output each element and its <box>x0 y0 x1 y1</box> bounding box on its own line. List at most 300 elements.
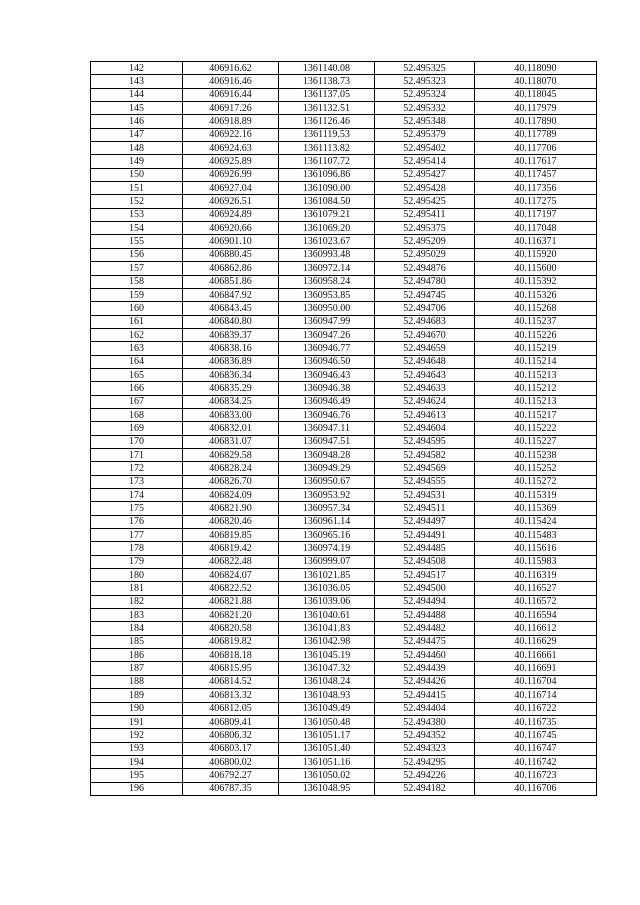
table-row <box>91 248 597 261</box>
y-coordinate-cell: 1361036.05 <box>279 582 375 595</box>
y-coordinate-cell: 1360972.14 <box>279 262 375 275</box>
table-row <box>91 609 597 622</box>
y-coordinate-cell: 1360946.38 <box>279 382 375 395</box>
longitude-cell: 40.116691 <box>475 662 597 675</box>
point-number-cell: 193 <box>91 742 183 755</box>
x-coordinate-cell: 406922.16 <box>183 128 279 141</box>
x-coordinate-cell: 406831.07 <box>183 435 279 448</box>
y-coordinate-cell: 1361084.50 <box>279 195 375 208</box>
x-coordinate-cell: 406862.86 <box>183 262 279 275</box>
y-coordinate-cell: 1361113.82 <box>279 142 375 155</box>
latitude-cell: 52.494517 <box>375 569 475 582</box>
y-coordinate-cell: 1361050.48 <box>279 715 375 728</box>
longitude-cell: 40.118090 <box>475 62 597 75</box>
table-row <box>91 689 597 702</box>
longitude-cell: 40.115238 <box>475 448 597 461</box>
table-row <box>91 395 597 408</box>
x-coordinate-cell: 406809.41 <box>183 715 279 728</box>
latitude-cell: 52.494491 <box>375 529 475 542</box>
y-coordinate-cell: 1361048.24 <box>279 675 375 688</box>
table-row <box>91 422 597 435</box>
y-coordinate-cell: 1360948.28 <box>279 448 375 461</box>
x-coordinate-cell: 406832.01 <box>183 422 279 435</box>
latitude-cell: 52.494531 <box>375 489 475 502</box>
latitude-cell: 52.495324 <box>375 88 475 101</box>
x-coordinate-cell: 406824.09 <box>183 489 279 502</box>
longitude-cell: 40.116371 <box>475 235 597 248</box>
latitude-cell: 52.494706 <box>375 302 475 315</box>
point-number-cell: 161 <box>91 315 183 328</box>
latitude-cell: 52.494582 <box>375 448 475 461</box>
point-number-cell: 190 <box>91 702 183 715</box>
y-coordinate-cell: 1360953.85 <box>279 288 375 301</box>
x-coordinate-cell: 406833.00 <box>183 408 279 421</box>
y-coordinate-cell: 1360946.76 <box>279 408 375 421</box>
table-row <box>91 489 597 502</box>
y-coordinate-cell: 1361051.40 <box>279 742 375 755</box>
latitude-cell: 52.495375 <box>375 222 475 235</box>
longitude-cell: 40.115222 <box>475 422 597 435</box>
latitude-cell: 52.495029 <box>375 248 475 261</box>
x-coordinate-cell: 406834.25 <box>183 395 279 408</box>
table-row <box>91 502 597 515</box>
latitude-cell: 52.494439 <box>375 662 475 675</box>
x-coordinate-cell: 406836.34 <box>183 368 279 381</box>
table-row <box>91 368 597 381</box>
y-coordinate-cell: 1360947.11 <box>279 422 375 435</box>
longitude-cell: 40.115272 <box>475 475 597 488</box>
longitude-cell: 40.115213 <box>475 368 597 381</box>
latitude-cell: 52.494659 <box>375 342 475 355</box>
y-coordinate-cell: 1361048.93 <box>279 689 375 702</box>
table-row <box>91 622 597 635</box>
x-coordinate-cell: 406800.02 <box>183 755 279 768</box>
x-coordinate-cell: 406813.32 <box>183 689 279 702</box>
table-row <box>91 435 597 448</box>
longitude-cell: 40.115227 <box>475 435 597 448</box>
longitude-cell: 40.115483 <box>475 529 597 542</box>
table-row <box>91 275 597 288</box>
x-coordinate-cell: 406840.80 <box>183 315 279 328</box>
point-number-cell: 151 <box>91 182 183 195</box>
latitude-cell: 52.494613 <box>375 408 475 421</box>
latitude-cell: 52.494500 <box>375 582 475 595</box>
table-row <box>91 755 597 768</box>
y-coordinate-cell: 1361041.83 <box>279 622 375 635</box>
x-coordinate-cell: 406812.05 <box>183 702 279 715</box>
table-row <box>91 168 597 181</box>
y-coordinate-cell: 1360974.19 <box>279 542 375 555</box>
longitude-cell: 40.116706 <box>475 782 597 795</box>
y-coordinate-cell: 1360946.77 <box>279 342 375 355</box>
point-number-cell: 148 <box>91 142 183 155</box>
y-coordinate-cell: 1360947.26 <box>279 328 375 341</box>
table-row <box>91 382 597 395</box>
table-row <box>91 448 597 461</box>
point-number-cell: 177 <box>91 529 183 542</box>
table-row <box>91 302 597 315</box>
x-coordinate-cell: 406926.51 <box>183 195 279 208</box>
latitude-cell: 52.495427 <box>375 168 475 181</box>
latitude-cell: 52.494569 <box>375 462 475 475</box>
y-coordinate-cell: 1361126.46 <box>279 115 375 128</box>
point-number-cell: 162 <box>91 328 183 341</box>
table-row <box>91 715 597 728</box>
table-row <box>91 328 597 341</box>
x-coordinate-cell: 406836.89 <box>183 355 279 368</box>
longitude-cell: 40.117197 <box>475 208 597 221</box>
longitude-cell: 40.115237 <box>475 315 597 328</box>
latitude-cell: 52.495332 <box>375 102 475 115</box>
y-coordinate-cell: 1360947.51 <box>279 435 375 448</box>
latitude-cell: 52.495428 <box>375 182 475 195</box>
y-coordinate-cell: 1361048.95 <box>279 782 375 795</box>
point-number-cell: 192 <box>91 729 183 742</box>
x-coordinate-cell: 406916.44 <box>183 88 279 101</box>
table-row <box>91 195 597 208</box>
x-coordinate-cell: 406920.66 <box>183 222 279 235</box>
table-row <box>91 182 597 195</box>
y-coordinate-cell: 1360946.43 <box>279 368 375 381</box>
x-coordinate-cell: 406822.52 <box>183 582 279 595</box>
table-row <box>91 342 597 355</box>
y-coordinate-cell: 1361021.85 <box>279 569 375 582</box>
longitude-cell: 40.115212 <box>475 382 597 395</box>
latitude-cell: 52.494508 <box>375 555 475 568</box>
latitude-cell: 52.494624 <box>375 395 475 408</box>
table-row <box>91 742 597 755</box>
table-row <box>91 355 597 368</box>
latitude-cell: 52.494745 <box>375 288 475 301</box>
longitude-cell: 40.116612 <box>475 622 597 635</box>
latitude-cell: 52.495325 <box>375 62 475 75</box>
latitude-cell: 52.494604 <box>375 422 475 435</box>
table-row <box>91 75 597 88</box>
table-row <box>91 475 597 488</box>
latitude-cell: 52.494295 <box>375 755 475 768</box>
x-coordinate-cell: 406821.88 <box>183 595 279 608</box>
point-number-cell: 167 <box>91 395 183 408</box>
y-coordinate-cell: 1361079.21 <box>279 208 375 221</box>
table-row <box>91 315 597 328</box>
latitude-cell: 52.494648 <box>375 355 475 368</box>
latitude-cell: 52.494511 <box>375 502 475 515</box>
point-number-cell: 142 <box>91 62 183 75</box>
x-coordinate-cell: 406916.62 <box>183 62 279 75</box>
latitude-cell: 52.494683 <box>375 315 475 328</box>
latitude-cell: 52.494426 <box>375 675 475 688</box>
latitude-cell: 52.494643 <box>375 368 475 381</box>
latitude-cell: 52.494380 <box>375 715 475 728</box>
y-coordinate-cell: 1361132.51 <box>279 102 375 115</box>
y-coordinate-cell: 1361047.32 <box>279 662 375 675</box>
point-number-cell: 143 <box>91 75 183 88</box>
longitude-cell: 40.115217 <box>475 408 597 421</box>
point-number-cell: 155 <box>91 235 183 248</box>
latitude-cell: 52.495323 <box>375 75 475 88</box>
table-row <box>91 115 597 128</box>
latitude-cell: 52.494670 <box>375 328 475 341</box>
longitude-cell: 40.115600 <box>475 262 597 275</box>
x-coordinate-cell: 406924.63 <box>183 142 279 155</box>
point-number-cell: 174 <box>91 489 183 502</box>
point-number-cell: 170 <box>91 435 183 448</box>
x-coordinate-cell: 406880.45 <box>183 248 279 261</box>
point-number-cell: 188 <box>91 675 183 688</box>
x-coordinate-cell: 406826.70 <box>183 475 279 488</box>
point-number-cell: 152 <box>91 195 183 208</box>
point-number-cell: 172 <box>91 462 183 475</box>
point-number-cell: 153 <box>91 208 183 221</box>
y-coordinate-cell: 1361107.72 <box>279 155 375 168</box>
latitude-cell: 52.495348 <box>375 115 475 128</box>
point-number-cell: 175 <box>91 502 183 515</box>
x-coordinate-cell: 406819.42 <box>183 542 279 555</box>
y-coordinate-cell: 1361023.67 <box>279 235 375 248</box>
coordinates-table-body <box>91 62 597 796</box>
longitude-cell: 40.116722 <box>475 702 597 715</box>
longitude-cell: 40.115983 <box>475 555 597 568</box>
point-number-cell: 179 <box>91 555 183 568</box>
point-number-cell: 181 <box>91 582 183 595</box>
table-row <box>91 262 597 275</box>
latitude-cell: 52.494475 <box>375 635 475 648</box>
longitude-cell: 40.117457 <box>475 168 597 181</box>
latitude-cell: 52.494404 <box>375 702 475 715</box>
y-coordinate-cell: 1361040.61 <box>279 609 375 622</box>
longitude-cell: 40.115213 <box>475 395 597 408</box>
point-number-cell: 169 <box>91 422 183 435</box>
point-number-cell: 196 <box>91 782 183 795</box>
point-number-cell: 182 <box>91 595 183 608</box>
x-coordinate-cell: 406851.86 <box>183 275 279 288</box>
y-coordinate-cell: 1360946.49 <box>279 395 375 408</box>
y-coordinate-cell: 1360950.00 <box>279 302 375 315</box>
point-number-cell: 150 <box>91 168 183 181</box>
point-number-cell: 183 <box>91 609 183 622</box>
x-coordinate-cell: 406918.89 <box>183 115 279 128</box>
y-coordinate-cell: 1361039.06 <box>279 595 375 608</box>
x-coordinate-cell: 406927.04 <box>183 182 279 195</box>
latitude-cell: 52.494555 <box>375 475 475 488</box>
longitude-cell: 40.115326 <box>475 288 597 301</box>
table-row <box>91 595 597 608</box>
x-coordinate-cell: 406901.10 <box>183 235 279 248</box>
point-number-cell: 158 <box>91 275 183 288</box>
latitude-cell: 52.494323 <box>375 742 475 755</box>
point-number-cell: 186 <box>91 649 183 662</box>
x-coordinate-cell: 406843.45 <box>183 302 279 315</box>
y-coordinate-cell: 1361096.86 <box>279 168 375 181</box>
point-number-cell: 147 <box>91 128 183 141</box>
point-number-cell: 149 <box>91 155 183 168</box>
latitude-cell: 52.494488 <box>375 609 475 622</box>
table-row <box>91 288 597 301</box>
y-coordinate-cell: 1360961.14 <box>279 515 375 528</box>
y-coordinate-cell: 1360993.48 <box>279 248 375 261</box>
longitude-cell: 40.117617 <box>475 155 597 168</box>
point-number-cell: 160 <box>91 302 183 315</box>
x-coordinate-cell: 406828.24 <box>183 462 279 475</box>
table-row <box>91 62 597 75</box>
point-number-cell: 146 <box>91 115 183 128</box>
point-number-cell: 187 <box>91 662 183 675</box>
point-number-cell: 189 <box>91 689 183 702</box>
x-coordinate-cell: 406815.95 <box>183 662 279 675</box>
x-coordinate-cell: 406838.16 <box>183 342 279 355</box>
x-coordinate-cell: 406924.89 <box>183 208 279 221</box>
latitude-cell: 52.495209 <box>375 235 475 248</box>
point-number-cell: 165 <box>91 368 183 381</box>
latitude-cell: 52.494876 <box>375 262 475 275</box>
longitude-cell: 40.115424 <box>475 515 597 528</box>
x-coordinate-cell: 406839.37 <box>183 328 279 341</box>
x-coordinate-cell: 406819.82 <box>183 635 279 648</box>
y-coordinate-cell: 1360946.50 <box>279 355 375 368</box>
longitude-cell: 40.117275 <box>475 195 597 208</box>
table-row <box>91 235 597 248</box>
latitude-cell: 52.494226 <box>375 769 475 782</box>
longitude-cell: 40.116661 <box>475 649 597 662</box>
y-coordinate-cell: 1361090.00 <box>279 182 375 195</box>
point-number-cell: 156 <box>91 248 183 261</box>
x-coordinate-cell: 406916.46 <box>183 75 279 88</box>
point-number-cell: 194 <box>91 755 183 768</box>
table-row <box>91 88 597 101</box>
latitude-cell: 52.494780 <box>375 275 475 288</box>
y-coordinate-cell: 1360949.29 <box>279 462 375 475</box>
x-coordinate-cell: 406917.26 <box>183 102 279 115</box>
longitude-cell: 40.115369 <box>475 502 597 515</box>
latitude-cell: 52.494595 <box>375 435 475 448</box>
longitude-cell: 40.115920 <box>475 248 597 261</box>
longitude-cell: 40.118070 <box>475 75 597 88</box>
point-number-cell: 180 <box>91 569 183 582</box>
x-coordinate-cell: 406792.27 <box>183 769 279 782</box>
latitude-cell: 52.495402 <box>375 142 475 155</box>
point-number-cell: 157 <box>91 262 183 275</box>
y-coordinate-cell: 1361119.53 <box>279 128 375 141</box>
longitude-cell: 40.116745 <box>475 729 597 742</box>
longitude-cell: 40.117706 <box>475 142 597 155</box>
point-number-cell: 145 <box>91 102 183 115</box>
longitude-cell: 40.115214 <box>475 355 597 368</box>
latitude-cell: 52.495425 <box>375 195 475 208</box>
latitude-cell: 52.494182 <box>375 782 475 795</box>
x-coordinate-cell: 406821.90 <box>183 502 279 515</box>
latitude-cell: 52.495411 <box>375 208 475 221</box>
point-number-cell: 185 <box>91 635 183 648</box>
y-coordinate-cell: 1360953.92 <box>279 489 375 502</box>
table-row <box>91 729 597 742</box>
latitude-cell: 52.494485 <box>375 542 475 555</box>
x-coordinate-cell: 406822.48 <box>183 555 279 568</box>
longitude-cell: 40.116714 <box>475 689 597 702</box>
longitude-cell: 40.116735 <box>475 715 597 728</box>
table-row <box>91 515 597 528</box>
table-row <box>91 555 597 568</box>
longitude-cell: 40.116594 <box>475 609 597 622</box>
y-coordinate-cell: 1361045.19 <box>279 649 375 662</box>
x-coordinate-cell: 406818.18 <box>183 649 279 662</box>
x-coordinate-cell: 406824.07 <box>183 569 279 582</box>
table-row <box>91 782 597 795</box>
longitude-cell: 40.115226 <box>475 328 597 341</box>
table-row <box>91 222 597 235</box>
table-row <box>91 702 597 715</box>
x-coordinate-cell: 406835.29 <box>183 382 279 395</box>
point-number-cell: 163 <box>91 342 183 355</box>
longitude-cell: 40.116723 <box>475 769 597 782</box>
table-row <box>91 569 597 582</box>
longitude-cell: 40.116319 <box>475 569 597 582</box>
longitude-cell: 40.117789 <box>475 128 597 141</box>
x-coordinate-cell: 406821.20 <box>183 609 279 622</box>
y-coordinate-cell: 1360957.34 <box>279 502 375 515</box>
table-row <box>91 462 597 475</box>
point-number-cell: 166 <box>91 382 183 395</box>
table-row <box>91 142 597 155</box>
y-coordinate-cell: 1361069.20 <box>279 222 375 235</box>
point-number-cell: 154 <box>91 222 183 235</box>
point-number-cell: 168 <box>91 408 183 421</box>
table-row <box>91 408 597 421</box>
table-row <box>91 128 597 141</box>
latitude-cell: 52.495414 <box>375 155 475 168</box>
latitude-cell: 52.494460 <box>375 649 475 662</box>
longitude-cell: 40.117979 <box>475 102 597 115</box>
x-coordinate-cell: 406820.58 <box>183 622 279 635</box>
longitude-cell: 40.117890 <box>475 115 597 128</box>
y-coordinate-cell: 1361042.98 <box>279 635 375 648</box>
longitude-cell: 40.115219 <box>475 342 597 355</box>
table-row <box>91 769 597 782</box>
point-number-cell: 171 <box>91 448 183 461</box>
y-coordinate-cell: 1360965.16 <box>279 529 375 542</box>
point-number-cell: 144 <box>91 88 183 101</box>
longitude-cell: 40.117356 <box>475 182 597 195</box>
y-coordinate-cell: 1361137.05 <box>279 88 375 101</box>
y-coordinate-cell: 1361051.16 <box>279 755 375 768</box>
table-row <box>91 102 597 115</box>
y-coordinate-cell: 1360999.07 <box>279 555 375 568</box>
y-coordinate-cell: 1361140.08 <box>279 62 375 75</box>
point-number-cell: 159 <box>91 288 183 301</box>
longitude-cell: 40.117048 <box>475 222 597 235</box>
longitude-cell: 40.116704 <box>475 675 597 688</box>
point-number-cell: 173 <box>91 475 183 488</box>
longitude-cell: 40.115319 <box>475 489 597 502</box>
x-coordinate-cell: 406806.32 <box>183 729 279 742</box>
latitude-cell: 52.494497 <box>375 515 475 528</box>
table-row <box>91 529 597 542</box>
point-number-cell: 178 <box>91 542 183 555</box>
coordinates-table <box>90 61 597 796</box>
table-row <box>91 675 597 688</box>
table-row <box>91 635 597 648</box>
longitude-cell: 40.116747 <box>475 742 597 755</box>
table-row <box>91 155 597 168</box>
point-number-cell: 195 <box>91 769 183 782</box>
latitude-cell: 52.494482 <box>375 622 475 635</box>
longitude-cell: 40.116629 <box>475 635 597 648</box>
longitude-cell: 40.115252 <box>475 462 597 475</box>
table-row <box>91 208 597 221</box>
longitude-cell: 40.115616 <box>475 542 597 555</box>
point-number-cell: 184 <box>91 622 183 635</box>
longitude-cell: 40.118045 <box>475 88 597 101</box>
longitude-cell: 40.115268 <box>475 302 597 315</box>
